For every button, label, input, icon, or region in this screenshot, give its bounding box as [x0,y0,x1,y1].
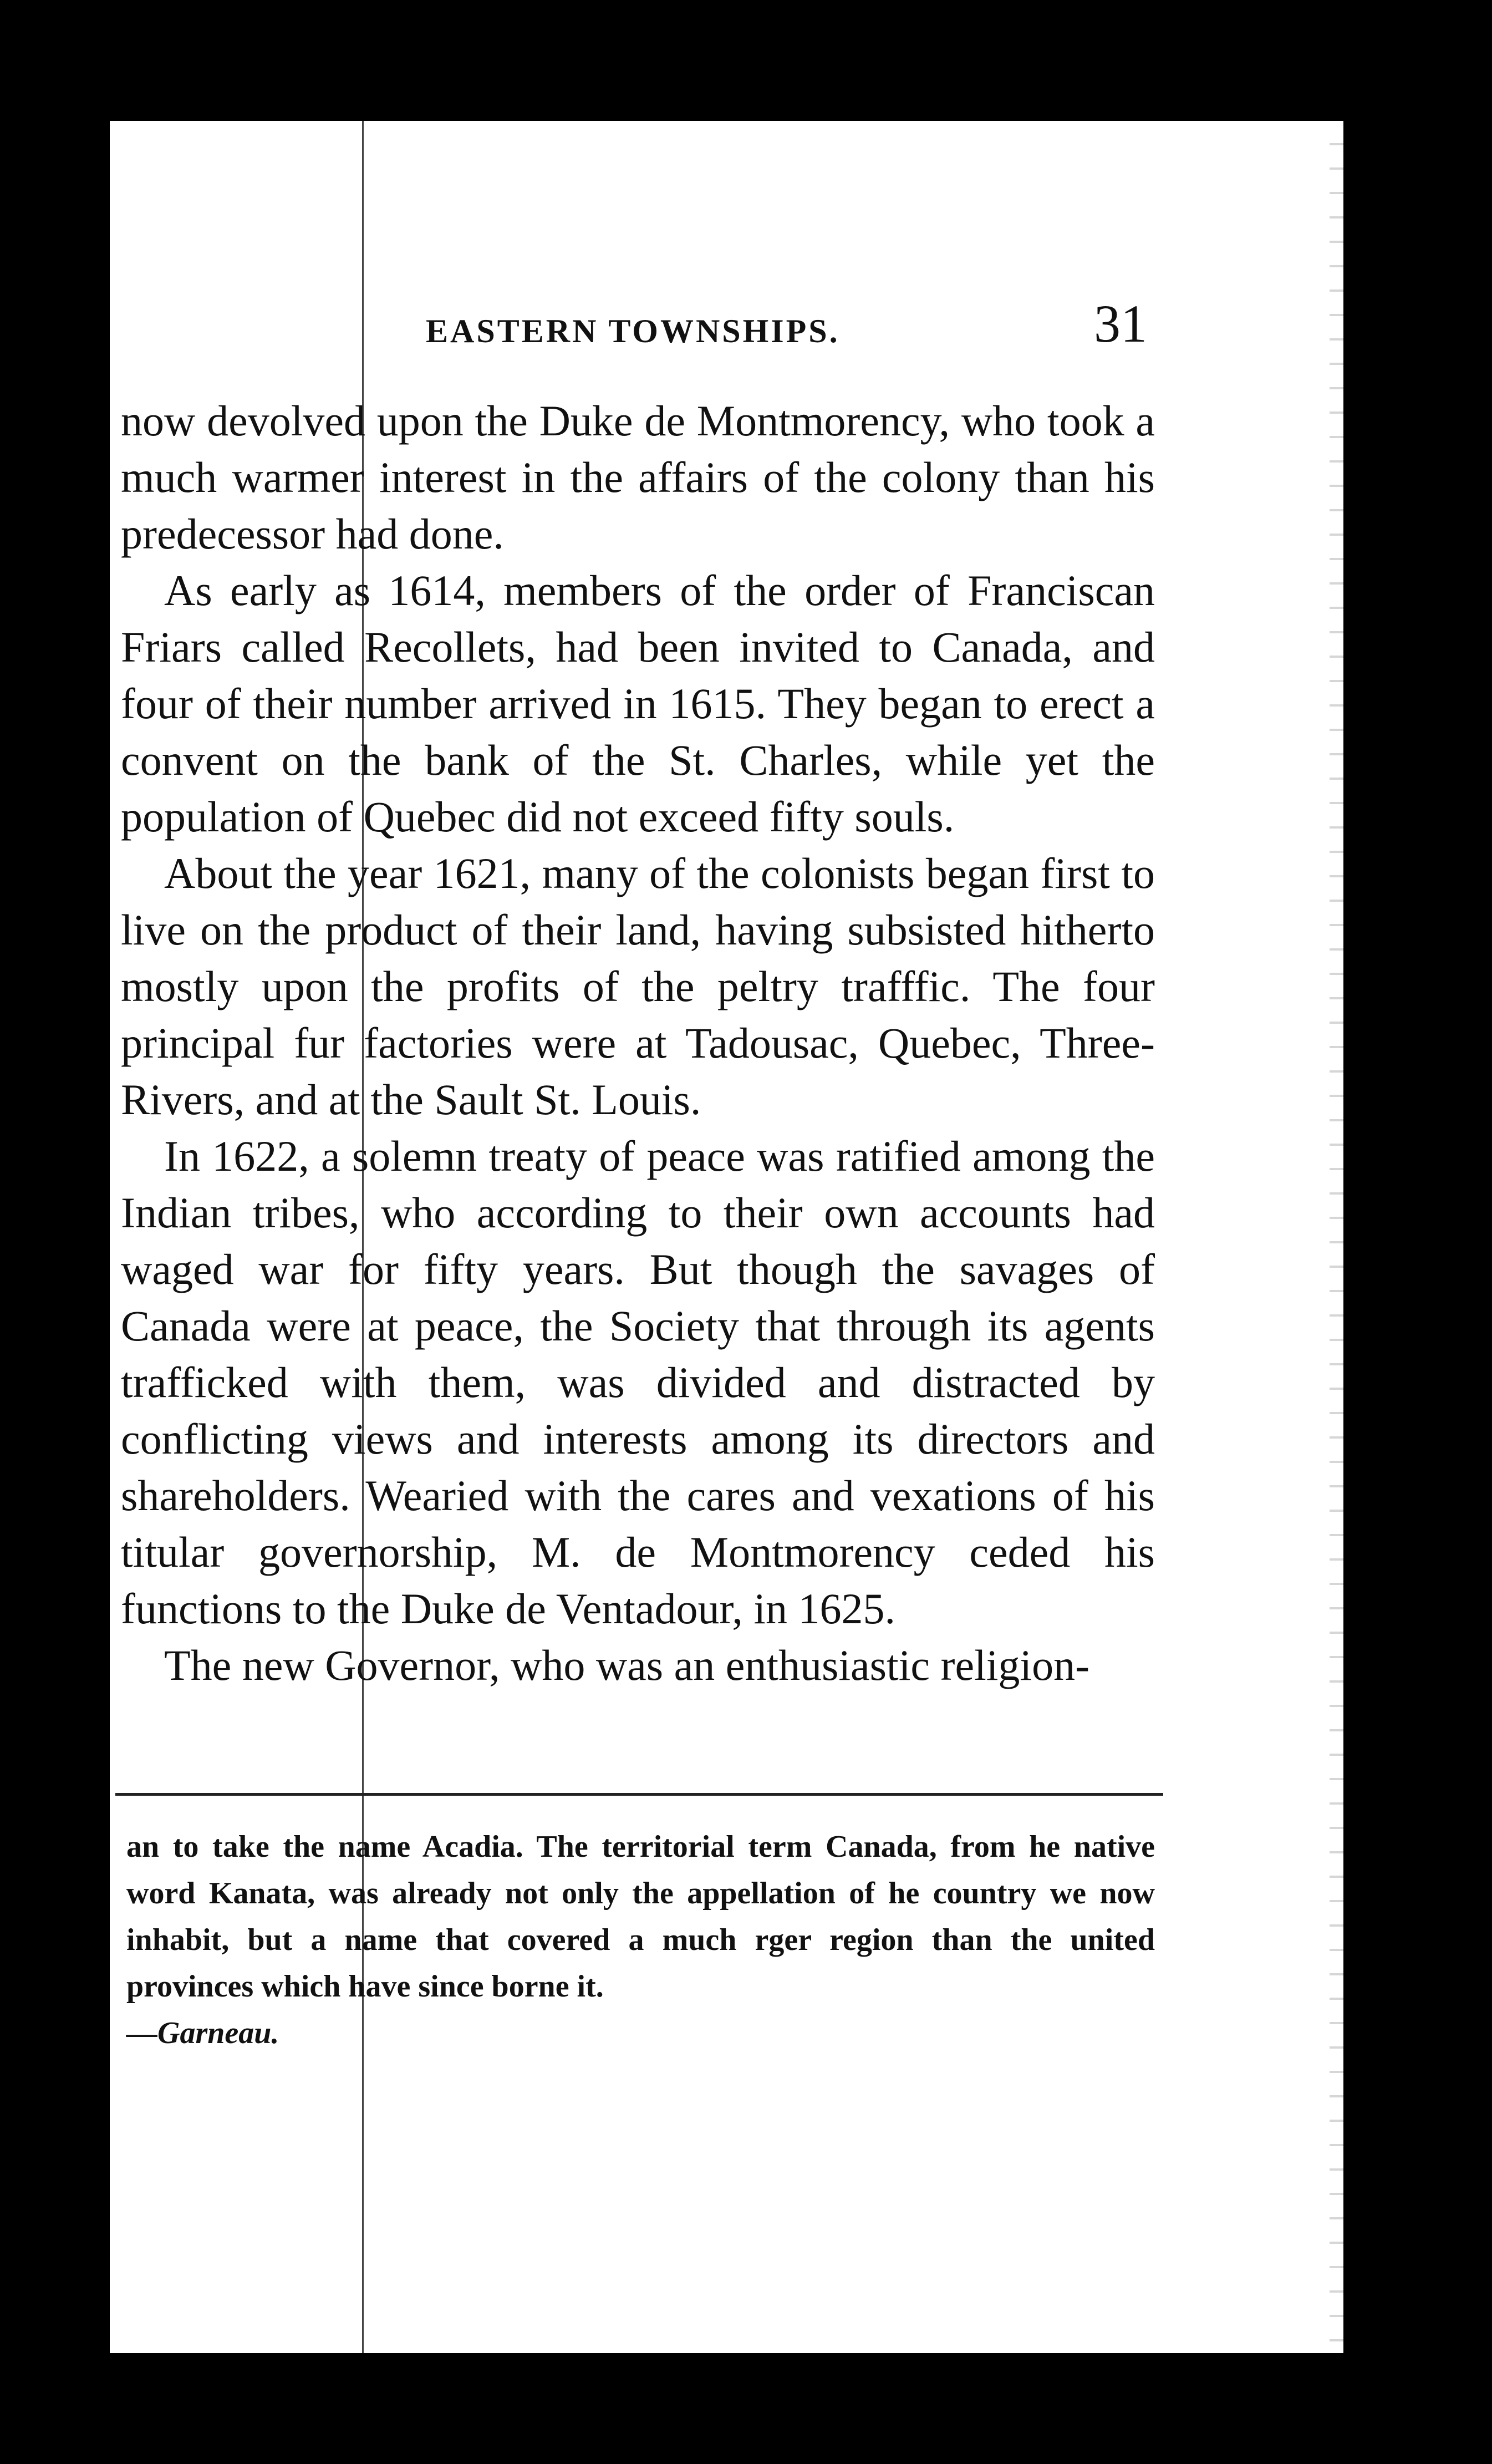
book-page [110,121,1343,2353]
page-number: 31 [1094,294,1147,353]
footnote-author-name: Garneau. [157,2016,279,2050]
footnote-rule [115,1793,1163,1796]
page-edge-specks [1330,121,1343,2353]
paragraph-1: now devolved upon the Duke de Montmorency, who took a much warmer interest in the affairs of the colony than his predecessor had done. [121,397,1155,558]
body-text [121,393,1155,1694]
footnote-author: —Garneau. [126,2016,279,2050]
footnote-text: an to take the name Acadia. The territorial term Canada, from he native word Kanata, was already not only the appellation of he country we now inhabit, but a name that covered a much rger region than the united provinces which have since borne it. [126,1830,1155,2004]
running-head: EASTERN TOWNSHIPS. [426,313,840,349]
paragraph-2: As early as 1614, members of the order of Franciscan Friars called Recollets, had been invited to Canada, and four of their number arrived in 1615. They began to erect a convent on the bank of the St. Charles, while yet the population of Quebec did not exceed fifty souls. [121,566,1155,841]
paragraph-5: The new Governor, who was an enthusiastic religion- [164,1641,1090,1689]
paragraph-3: About the year 1621, many of the colonists began first to live on the product of their land, having subsisted hitherto mostly upon the profits of the peltry trafffic. The four principal fur factories were at Tadousac, Quebec, Three-Rivers, and at the Sault St. Louis. [121,849,1155,1124]
page-header [110,290,1343,357]
paragraph-4: In 1622, a solemn treaty of peace was ratified among the Indian tribes, who according to their own accounts had waged war for fifty years. But though the savages of Canada were at peace, the Society that through its agents trafficked with them, was divided and distracted by conflicting views and interests among its directors and shareholders. Wearied with the cares and vexations of his titular governorship, M. de Montmorency ceded his functions to the Duke de Ventadour, in 1625. [121,1132,1155,1633]
footnote [126,1823,1155,2056]
